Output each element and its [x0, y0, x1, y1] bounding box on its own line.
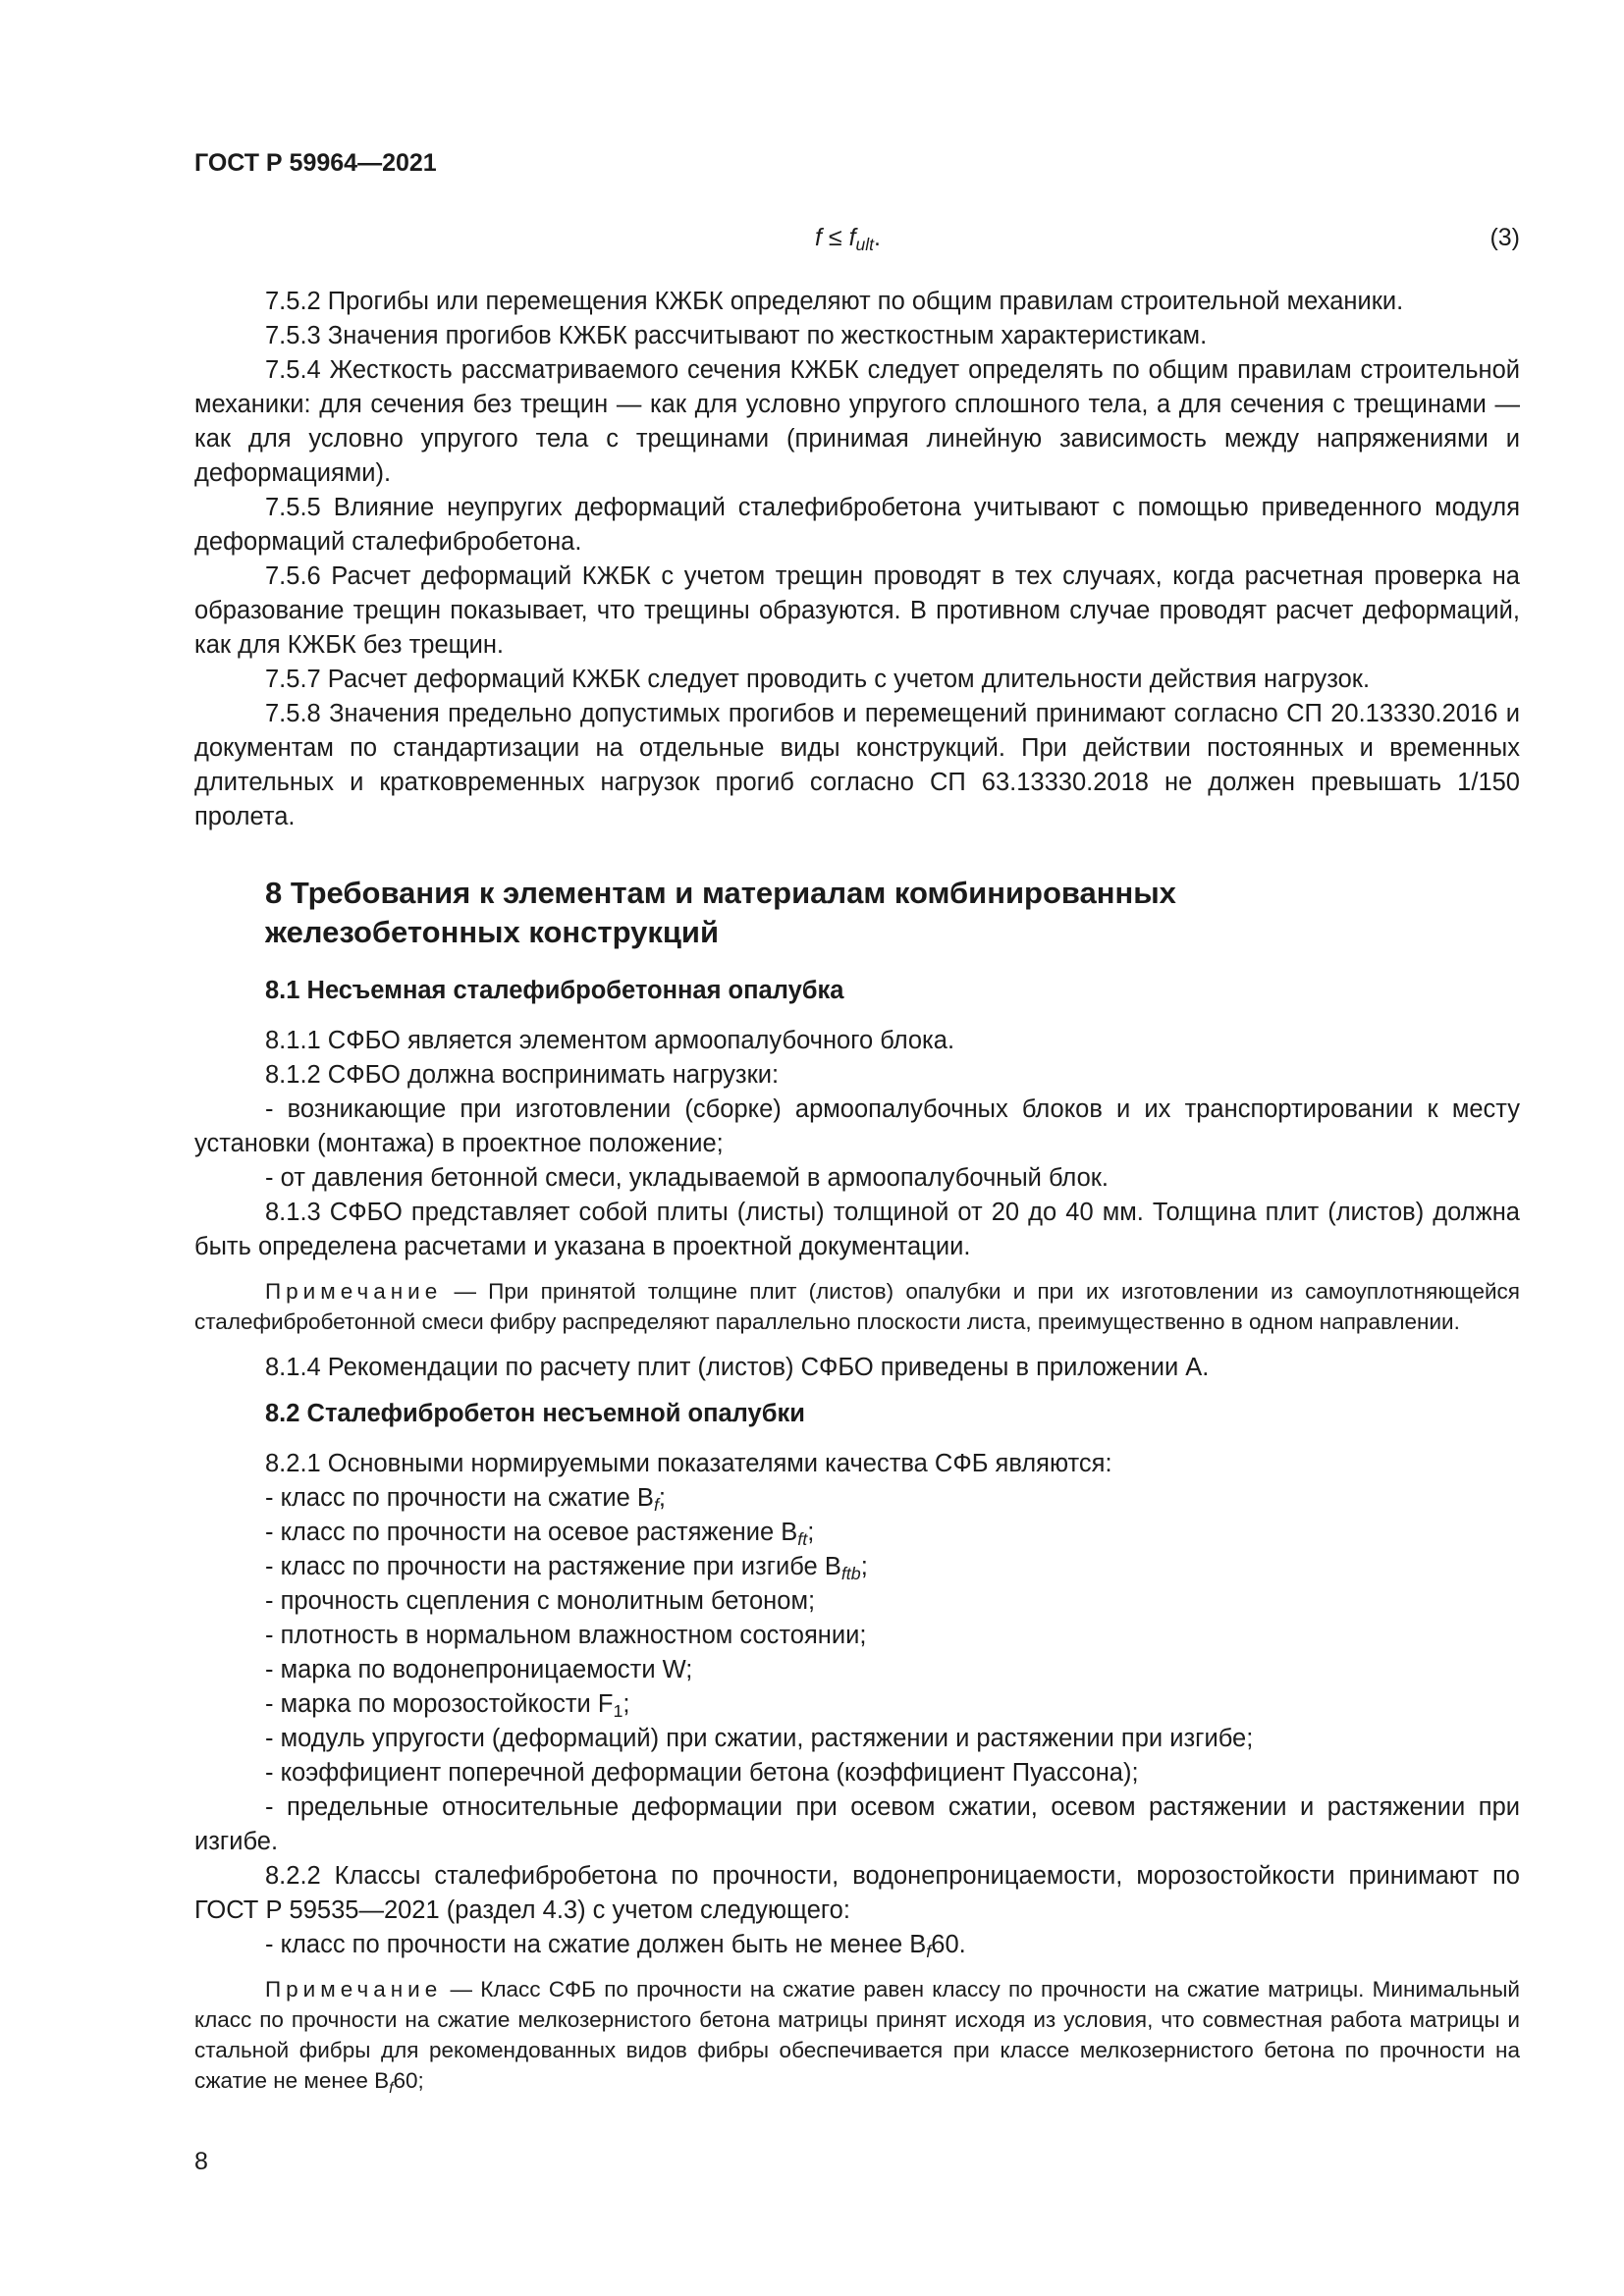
list-item-6: - марка по водонепроницаемости W; [265, 1656, 693, 1683]
note-2-end: 60; [393, 2068, 424, 2093]
note-2-text: Класс СФБ по прочности на сжатие равен классу по прочности на сжатие матрицы. Минимальный класс по прочности на сжатие мелкозернистого бетона матрицы принят исходя из условия, что совместная работа матрицы и стальной фибры для рекомендованных видов фибры обеспечивается при классе мелкозернистого бетона по прочности на сжатие не менее В [194, 1977, 1520, 2093]
list-item-10: - предельные относительные деформации при осевом сжатии, осевом растяжении и растяжении при изгибе. [194, 1793, 1520, 1855]
paragraph-8-2-2-a-sub: f [926, 1942, 932, 1961]
paragraph-8-1-2-a: - возникающие при изготовлении (сборке) армоопалубочных блоков и их транспортировании к месту установки (монтажа) в проектное положение; [194, 1095, 1520, 1157]
note-1-text: При принятой толщине плит (листов) опалубки и при их изготовлении из самоуплотняющейся сталефибробетонной смеси фибру распределяют параллельно плоскости листа, преимущественно в одном направлении. [194, 1279, 1520, 1334]
list-item-2-text: - класс по прочности на осевое растяжение В [265, 1519, 798, 1546]
paragraph-8-2-2-a-text: - класс по прочности на сжатие должен быть не менее В [265, 1931, 927, 1958]
list-item-3-sub: ftb [840, 1564, 861, 1583]
paragraph-7-5-4: 7.5.4 Жесткость рассматриваемого сечения КЖБК следует определять по общим правилам строительной механики: для сечения без трещин — как для условно упругого сплошного тела, а для сечения с трещинами — как для условно упругого тела с трещинами (принимая линейную зависимость между напряжениями и деформациями). [194, 356, 1520, 487]
list-item-5: - плотность в нормальном влажностном состоянии; [265, 1622, 867, 1649]
document-header: ГОСТ Р 59964—2021 [194, 149, 437, 177]
paragraph-8-2-2-a [194, 1928, 1520, 1962]
section-8-heading-line1: 8 Требования к элементам и материалам комбинированных [265, 876, 1176, 910]
note-1 [194, 1276, 1520, 1337]
paragraph-8-1-1: 8.1.1 СФБО является элементом армоопалубочного блока. [265, 1027, 955, 1054]
list-item-1 [194, 1481, 1520, 1516]
paragraph-7-5-3: 7.5.3 Значения прогибов КЖБК рассчитывают по жесткостным характеристикам. [265, 322, 1208, 349]
list-item-7-sub: 1 [613, 1701, 623, 1721]
page-number: 8 [194, 2148, 208, 2175]
list-item-1-sub: f [653, 1495, 659, 1515]
formula-dot: . [874, 224, 881, 251]
paragraph-7-5-6: 7.5.6 Расчет деформаций КЖБК с учетом трещин проводят в тех случаях, когда расчетная проверка на образование трещин показывает, что трещины образуются. В противном случае проводят расчет деформаций, как для КЖБК без трещин. [194, 562, 1520, 659]
paragraph-8-1-2: 8.1.2 СФБО должна воспринимать нагрузки: [265, 1061, 780, 1089]
list-item-7-text: - марка по морозостойкости F [265, 1690, 614, 1718]
list-item-4: - прочность сцепления с монолитным бетоном; [265, 1587, 816, 1615]
note-2-dash: — [450, 1977, 473, 2002]
paragraph-7-5-2: 7.5.2 Прогибы или перемещения КЖБК определяют по общим правилам строительной механики. [265, 288, 1404, 315]
paragraph-8-1-3: 8.1.3 СФБО представляет собой плиты (листы) толщиной от 20 до 40 мм. Толщина плит (листов) должна быть определена расчетами и указана в проектной документации. [194, 1199, 1520, 1260]
list-item-2 [194, 1516, 1520, 1550]
formula-sub: ult [855, 235, 875, 254]
list-item-3-text: - класс по прочности на растяжение при изгибе В [265, 1553, 841, 1580]
paragraph-8-2-1: 8.2.1 Основными нормируемыми показателями качества СФБ являются: [265, 1450, 1112, 1477]
list-item-2-sub: ft [797, 1529, 808, 1549]
list-item-7 [194, 1687, 1520, 1722]
list-item-7-end: ; [623, 1690, 630, 1718]
formula-3 [0, 224, 1624, 263]
paragraph-7-5-8: 7.5.8 Значения предельно допустимых прогибов и перемещений принимают согласно СП 20.13330.2016 и документам по стандартизации на отдельные виды конструкций. При действии постоянных и временных длительных и кратковременных нагрузок прогиб согласно СП 63.13330.2018 не должен превышать 1/150 пролета. [194, 700, 1520, 830]
list-item-9: - коэффициент поперечной деформации бетона (коэффициент Пуассона); [265, 1759, 1139, 1787]
section-8-heading [265, 874, 1520, 952]
list-item-1-text: - класс по прочности на сжатие В [265, 1484, 654, 1512]
document-body [194, 285, 1520, 2109]
list-item-8: - модуль упругости (деформаций) при сжатии, растяжении и растяжении при изгибе; [265, 1725, 1254, 1752]
paragraph-8-1-2-b: - от давления бетонной смеси, укладываемой в армоопалубочный блок. [265, 1164, 1110, 1192]
list-item-1-end: ; [658, 1484, 666, 1512]
list-item-3 [194, 1550, 1520, 1584]
formula-var-f2: f [848, 224, 856, 251]
paragraph-8-1-4: 8.1.4 Рекомендации по расчету плит (листов) СФБО приведены в приложении А. [265, 1354, 1210, 1381]
note-1-label: Примечание [265, 1279, 443, 1304]
subsection-8-2-heading: 8.2 Сталефибробетон несъемной опалубки [265, 1400, 805, 1427]
section-8-heading-line2: железобетонных конструкций [265, 915, 720, 949]
note-2-sub: f [389, 2080, 394, 2097]
formula-var-f: f [815, 224, 822, 251]
note-1-dash: — [454, 1279, 476, 1304]
paragraph-8-2-2-a-end: 60. [931, 1931, 966, 1958]
list-item-3-end: ; [860, 1553, 868, 1580]
list-item-2-end: ; [807, 1519, 815, 1546]
formula-number: (3) [1489, 224, 1520, 251]
note-2-label: Примечание [265, 1977, 443, 2002]
subsection-8-1-heading: 8.1 Несъемная сталефибробетонная опалубка [265, 977, 844, 1004]
formula-le: ≤ [828, 224, 842, 251]
paragraph-8-2-2: 8.2.2 Классы сталефибробетона по прочности, водонепроницаемости, морозостойкости принимают по ГОСТ Р 59535—2021 (раздел 4.3) с учетом следующего: [194, 1862, 1520, 1924]
paragraph-7-5-7: 7.5.7 Расчет деформаций КЖБК следует проводить с учетом длительности действия нагрузок. [265, 666, 1371, 693]
formula-expression [815, 224, 881, 252]
note-2 [194, 1974, 1520, 2096]
paragraph-7-5-5: 7.5.5 Влияние неупругих деформаций сталефибробетона учитывают с помощью приведенного модуля деформаций сталефибробетона. [194, 494, 1520, 556]
